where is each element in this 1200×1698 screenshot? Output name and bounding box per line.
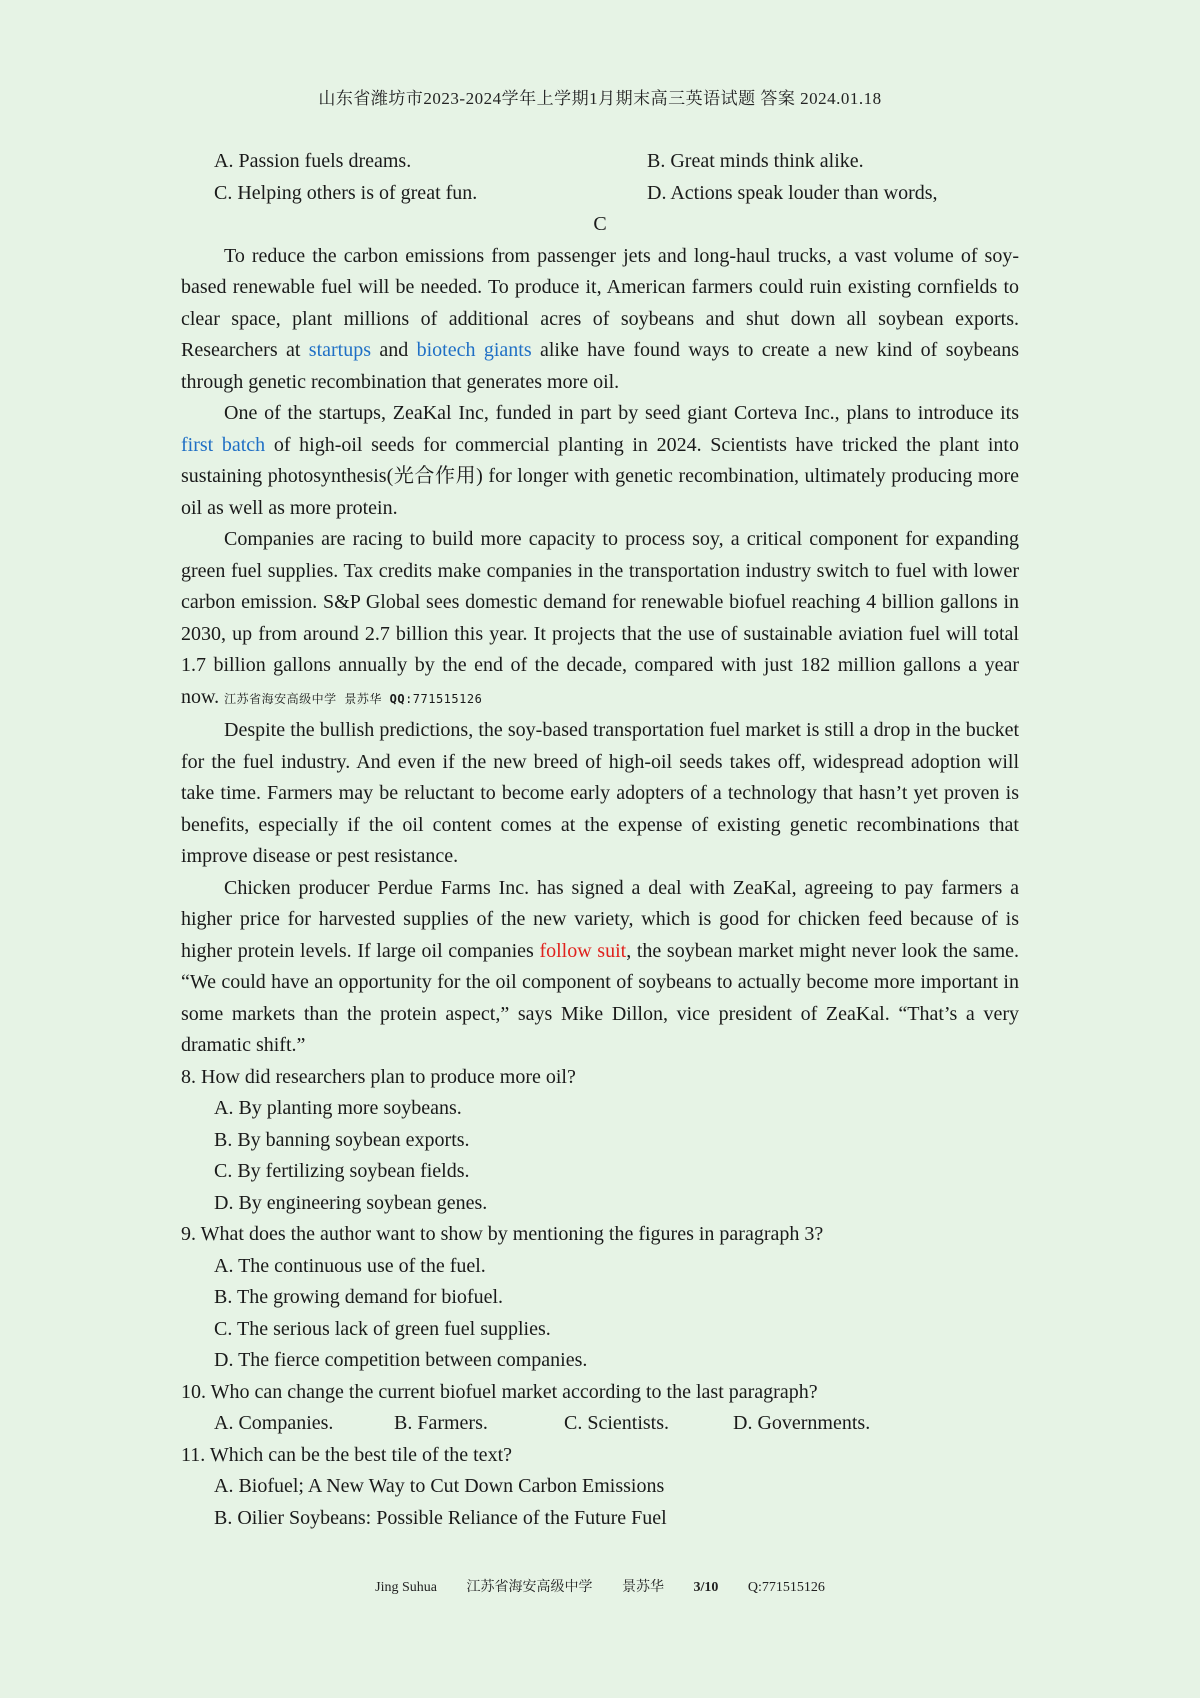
question-11: 11. Which can be the best tile of the text? — [181, 1443, 512, 1466]
option-d: D. Actions speak louder than words, — [647, 181, 938, 204]
q10-option-c: C. Scientists. — [564, 1412, 670, 1434]
q9-option-a: A. The continuous use of the fuel. — [214, 1254, 486, 1277]
exam-content — [181, 146, 1019, 1534]
footer-qq: Q:771515126 — [747, 1580, 825, 1595]
note-school: 江苏省海安高级中学 景苏华 — [224, 691, 390, 706]
highlight-first-batch: first batch — [181, 433, 266, 456]
q10-options — [181, 1408, 1019, 1440]
q9-option-d: D. The fierce competition between companies. — [214, 1349, 588, 1371]
passage-paragraph-3 — [181, 524, 1019, 715]
footer-author: Jing Suhua — [375, 1580, 437, 1595]
highlight-startups: startups — [308, 339, 371, 361]
page-header: 山东省潍坊市2023-2024学年上学期1月期末高三英语试题 答案 2024.01.18 — [318, 89, 882, 108]
text: of high-oil seeds for commercial planting in 2024. Scientists have tricked the plant into sustaining photosynthesis(光合作用) for longer with genetic recombination, ultimately producing more oil as well as more protein. — [181, 433, 1019, 519]
question-8: 8. How did researchers plan to produce more oil? — [181, 1065, 576, 1088]
q10-option-b: B. Farmers. — [394, 1412, 488, 1434]
footer-school: 江苏省海安高级中学 — [466, 1580, 593, 1595]
page-number: 3/10 — [693, 1580, 719, 1595]
question-9: 9. What does the author want to show by mentioning the figures in paragraph 3? — [181, 1223, 824, 1245]
q10-option-d: D. Governments. — [733, 1412, 871, 1434]
footer-name: 景苏华 — [621, 1580, 664, 1595]
watermark-note — [224, 692, 482, 706]
text: Chicken producer Perdue Farms Inc. has signed a deal with ZeaKal, agreeing to pay farmers a higher price for harvested supplies of the new variety, which is good for chicken feed because of is higher protein levels. If large oil companies — [181, 876, 1019, 962]
question-10: 10. Who can change the current biofuel market according to the last paragraph? — [181, 1380, 818, 1403]
section-label: C — [593, 213, 607, 235]
q10-option-a: A. Companies. — [214, 1412, 334, 1434]
q11-option-b: B. Oilier Soybeans: Possible Reliance of the Future Fuel — [214, 1506, 667, 1529]
text: and — [371, 339, 417, 361]
q9-option-c: C. The serious lack of green fuel supplies. — [214, 1317, 551, 1340]
text: alike have found ways to create a new kind of soybeans through genetic recombination that generates more oil. — [181, 339, 1020, 393]
passage-paragraph-1 — [181, 241, 1019, 399]
highlight-follow-suit: follow suit — [539, 939, 627, 962]
option-b: B. Great minds think alike. — [647, 150, 864, 172]
q11-option-a: A. Biofuel; A New Way to Cut Down Carbon Emissions — [214, 1475, 665, 1497]
option-a: A. Passion fuels dreams. — [214, 150, 412, 172]
previous-question-options — [181, 146, 1019, 209]
q9-option-b: B. The growing demand for biofuel. — [214, 1286, 504, 1308]
note-qq: QQ — [389, 691, 406, 706]
q8-option-a: A. By planting more soybeans. — [214, 1097, 462, 1119]
text: One of the startups, ZeaKal Inc, funded in part by seed giant Corteva Inc., plans to introduce its — [224, 402, 1019, 424]
q8-option-c: C. By fertilizing soybean fields. — [214, 1160, 470, 1182]
text: , the soybean market might never look the same. “We could have an opportunity for the oil component of soybeans to actually become more important in some markets than the protein aspect,” says Mike Dillon, vice president of ZeaKal. “That’s a very dramatic shift.” — [181, 939, 1020, 1056]
text: To reduce the carbon emissions from passenger jets and long-haul trucks, a vast volume of soy-based renewable fuel will be needed. To produce it, American farmers could ruin existing cornfields to clear space, plant millions of additional acres of soybeans and shut down all soybean exports. Researchers at — [181, 244, 1019, 361]
passage-paragraph-2 — [181, 398, 1019, 524]
text: Companies are racing to build more capacity to process soy, a critical component for expanding green fuel supplies. Tax credits make companies in the transportation industry switch to fuel with lower carbon emission. S&P Global sees domestic demand for renewable biofuel reaching 4 billion gallons in 2030, up from around 2.7 billion this year. It projects that the use of sustainable aviation fuel will total 1.7 billion gallons annually by the end of the decade, compared with just 182 million gallons a year now. — [181, 528, 1019, 708]
note-number: :771515126 — [405, 691, 483, 706]
passage-paragraph-5 — [181, 873, 1019, 1062]
q8-option-d: D. By engineering soybean genes. — [214, 1191, 488, 1214]
page-footer — [0, 1576, 1200, 1596]
highlight-biotech-giants: biotech giants — [416, 339, 532, 361]
option-c: C. Helping others is of great fun. — [214, 181, 478, 204]
passage-paragraph-4: Despite the bullish predictions, the soy-based transportation fuel market is still a drop in the bucket for the fuel industry. And even if the new breed of high-oil seeds takes off, widespread adoption will take time. Farmers may be reluctant to become early adopters of a technology that hasn’t yet proven is benefits, especially if the oil content comes at the expense of existing genetic recombinations that improve disease or pest resistance. — [181, 719, 1019, 867]
q8-option-b: B. By banning soybean exports. — [214, 1128, 470, 1151]
